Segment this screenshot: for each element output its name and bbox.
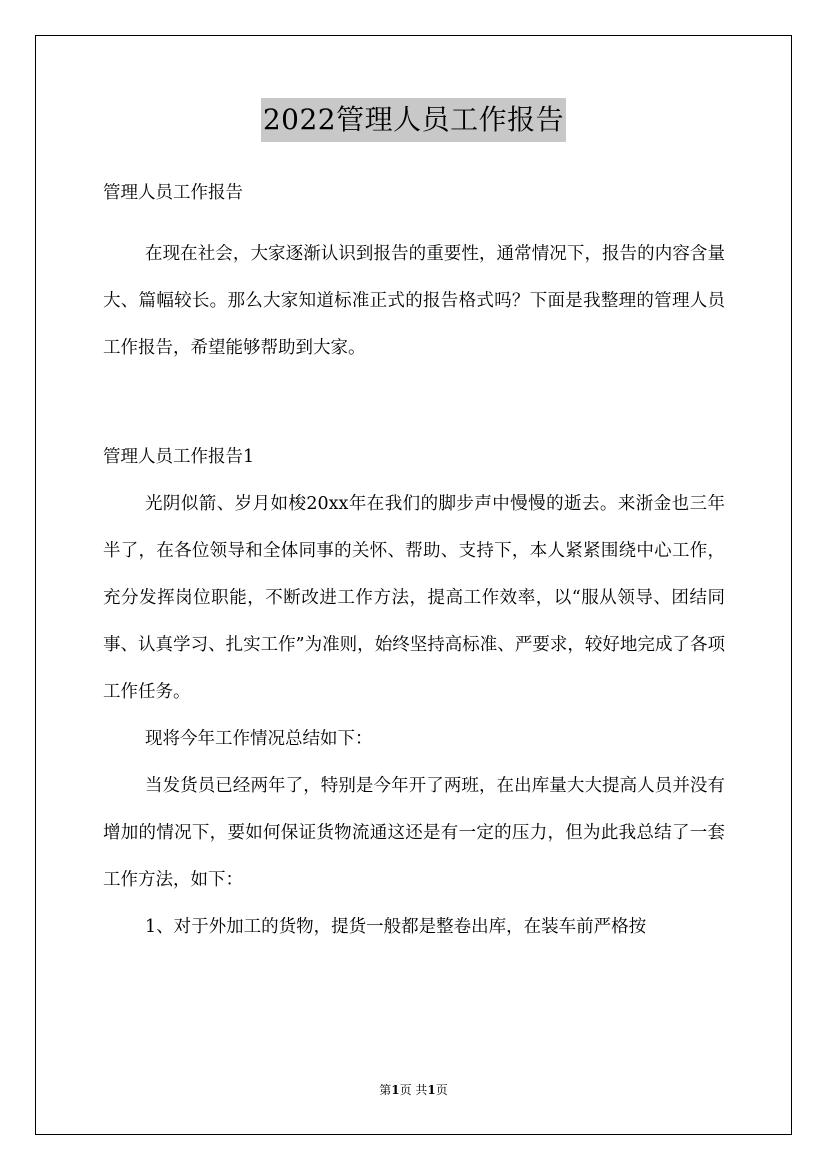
footer-page-number: 1	[391, 1083, 400, 1097]
body-paragraph: 光阴似箭、岁月如梭20xx年在我们的脚步声中慢慢的逝去。来浙金也三年半了，在各位领导和全体同事的关怀、帮助、支持下，本人紧紧围绕中心工作，充分发挥岗位职能，不断改进工作方法，提高工作效率，以“服从领导、团结同事、认真学习、扎实工作”为准则，始终坚持高标准、严要求，较好地完成了各项工作任务。	[103, 494, 725, 702]
body-paragraph: 1、对于外加工的货物，提货一般都是整卷出库，在装车前严格按	[145, 917, 647, 937]
document-title: 2022管理人员工作报告	[261, 98, 566, 142]
footer-total-pages: 1	[427, 1083, 436, 1097]
body-paragraph: 当发货员已经两年了，特别是今年开了两班，在出库量大大提高人员并没有增加的情况下，要如何保证货物流通这还是有一定的压力，但为此我总结了一套工作方法，如下：	[103, 776, 725, 890]
footer-mid: 页 共	[399, 1083, 428, 1097]
body-paragraph: 现将今年工作情况总结如下：	[145, 729, 373, 749]
title-container	[0, 98, 827, 142]
page-footer	[0, 1080, 827, 1100]
footer-suffix: 页	[435, 1083, 448, 1097]
document-subtitle: 管理人员工作报告	[103, 183, 243, 203]
intro-paragraph: 在现在社会，大家逐渐认识到报告的重要性，通常情况下，报告的内容含量大、篇幅较长。那么大家知道标准正式的报告格式吗？下面是我整理的管理人员工作报告，希望能够帮助到大家。	[103, 244, 725, 358]
footer-prefix: 第	[379, 1083, 392, 1097]
document-body	[103, 170, 725, 951]
section-heading: 管理人员工作报告1	[103, 447, 255, 467]
